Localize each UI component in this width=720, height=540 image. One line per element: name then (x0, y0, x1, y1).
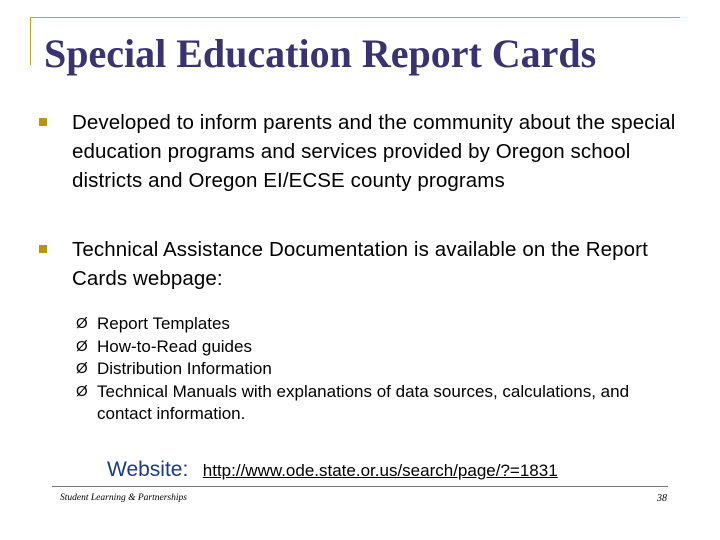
list-item (76, 336, 636, 359)
arrow-bullet-icon: Ø (76, 382, 88, 400)
arrow-bullet-icon: Ø (76, 315, 88, 332)
bullet-square-icon (39, 118, 47, 126)
left-rule (30, 17, 31, 65)
list-item-text: How-to-Read guides (97, 336, 252, 356)
website-label: Website: (107, 458, 189, 481)
bullet-square-icon (39, 245, 47, 253)
page-number: 38 (657, 493, 667, 504)
list-item-text: Technical Manuals with explanations of data sources, calculations, and contact information. (97, 381, 630, 424)
arrow-bullet-icon: Ø (76, 360, 88, 378)
footer-text: Student Learning & Partnerships (60, 493, 187, 503)
list-item (76, 381, 636, 426)
arrow-bullet-icon: Ø (76, 337, 88, 355)
website-link[interactable]: http://www.ode.state.or.us/search/page/?=1831 (202, 461, 558, 480)
list-item (76, 313, 636, 336)
list-item (76, 358, 636, 381)
list-item-text: Report Templates (97, 314, 230, 333)
bullet-text: Technical Assistance Documentation is available on the Report Cards webpage: (72, 238, 648, 290)
slide-title: Special Education Report Cards (44, 31, 597, 76)
top-rule (30, 17, 680, 18)
sub-bullet-list (76, 313, 636, 426)
bullet-text: Developed to inform parents and the community about the special education programs and services provided by Oregon school districts and Oregon EI/ECSE county programs (72, 111, 676, 192)
list-item-text: Distribution Information (97, 359, 272, 379)
footer-rule (52, 486, 668, 487)
website-line (107, 458, 558, 482)
